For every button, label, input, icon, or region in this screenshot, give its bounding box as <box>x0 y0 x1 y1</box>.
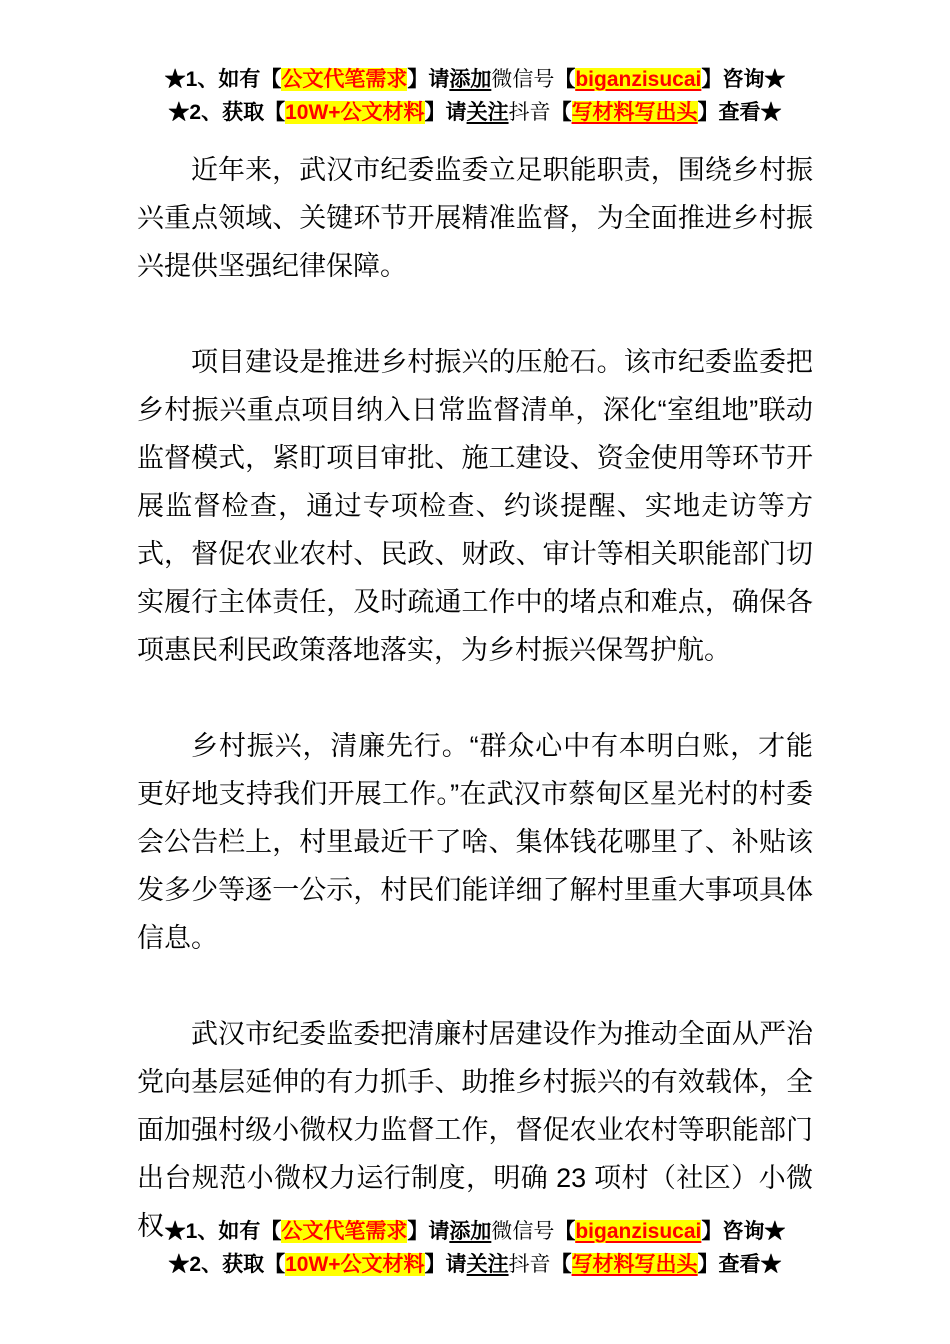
promo2-prefix: ★2、获取【 <box>168 101 286 124</box>
body-paragraph: 武汉市纪委监委把清廉村居建设作为推动全面从严治党向基层延伸的有力抓手、助推乡村振兴的有效载体，全面加强村级小微权力监督工作，督促农业农村等职能部门出台规范小微权力运行制度，明确 23 项村（社区）小微权 <box>137 1019 813 1241</box>
promo-footer-line-1 <box>0 1215 950 1248</box>
promo2-channel: 抖音 <box>508 101 551 124</box>
promo1-channel: 微信号 <box>491 68 555 91</box>
promo1-channel: 微信号 <box>491 1220 555 1243</box>
promo1-action-add: 添加 <box>449 1220 492 1243</box>
promo1-wechat-id: biganzisucai <box>575 1220 702 1243</box>
promo2-douyin-id: 写材料写出头 <box>571 101 698 124</box>
promo2-suffix: 】查看★ <box>697 101 782 124</box>
promo1-bracket: 【 <box>554 1220 576 1243</box>
promo2-prefix: ★2、获取【 <box>168 1253 286 1276</box>
promo2-channel: 抖音 <box>508 1253 551 1276</box>
promo1-wechat-id: biganzisucai <box>575 68 702 91</box>
article-body <box>0 129 950 1250</box>
promo-footer-line-2 <box>0 1248 950 1281</box>
promo-header <box>0 0 950 129</box>
promo2-bracket: 【 <box>550 1253 572 1276</box>
promo1-mid1: 】请 <box>407 1220 450 1243</box>
promo1-action-add: 添加 <box>449 68 492 91</box>
promo1-suffix: 】咨询★ <box>701 68 786 91</box>
promo2-action-follow: 关注 <box>466 1253 509 1276</box>
promo-footer <box>0 1215 950 1281</box>
promo2-bracket: 【 <box>550 101 572 124</box>
body-paragraph: 项目建设是推进乡村振兴的压舱石。该市纪委监委把乡村振兴重点项目纳入日常监督清单，深化“室组地”联动监督模式，紧盯项目审批、施工建设、资金使用等环节开展监督检查，通过专项检查、约谈提醒、实地走访等方式，督促农业农村、民政、财政、审计等相关职能部门切实履行主体责任，及时疏通工作中的堵点和难点，确保各项惠民利民政策落地落实，为乡村振兴保驾护航。 <box>137 347 813 665</box>
promo2-douyin-id: 写材料写出头 <box>571 1253 698 1276</box>
promo-header-line-2 <box>0 96 950 129</box>
promo2-suffix: 】查看★ <box>697 1253 782 1276</box>
promo1-mid1: 】请 <box>407 68 450 91</box>
promo1-bracket: 【 <box>554 68 576 91</box>
body-paragraph: 近年来，武汉市纪委监委立足职能职责，围绕乡村振兴重点领域、关键环节开展精准监督，为全面推进乡村振兴提供坚强纪律保障。 <box>137 155 813 281</box>
promo-header-line-1 <box>0 63 950 96</box>
promo1-service: 公文代笔需求 <box>281 1220 408 1243</box>
promo2-mid1: 】请 <box>424 1253 467 1276</box>
body-paragraph: 乡村振兴，清廉先行。“群众心中有本明白账，才能更好地支持我们开展工作。”在武汉市蔡甸区星光村的村委会公告栏上，村里最近干了啥、集体钱花哪里了、补贴该发多少等逐一公示，村民们能详细了解村里重大事项具体信息。 <box>137 731 813 953</box>
promo1-prefix: ★1、如有【 <box>164 68 282 91</box>
promo2-material: 10W+公文材料 <box>285 101 425 124</box>
promo2-action-follow: 关注 <box>466 101 509 124</box>
promo2-material: 10W+公文材料 <box>285 1253 425 1276</box>
promo1-service: 公文代笔需求 <box>281 68 408 91</box>
promo1-prefix: ★1、如有【 <box>164 1220 282 1243</box>
promo2-mid1: 】请 <box>424 101 467 124</box>
promo1-suffix: 】咨询★ <box>701 1220 786 1243</box>
